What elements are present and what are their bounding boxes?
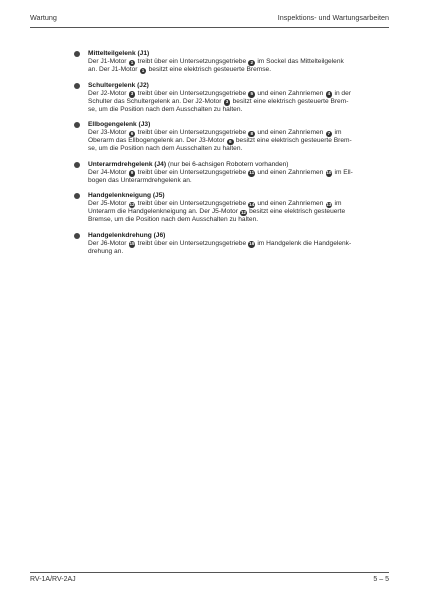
callout-number-icon: 1 <box>141 67 145 73</box>
text-fragment: und einen Zahnriemen <box>255 129 326 136</box>
callout-number-icon: 10 <box>326 170 332 175</box>
bullet-icon <box>74 51 80 57</box>
callout-number-icon: 12 <box>129 201 135 207</box>
section <box>88 82 388 114</box>
section-text-line <box>88 58 388 66</box>
callout-number-icon: 3 <box>225 99 229 104</box>
section-title-text: Unterarmdrehgelenk (J4) <box>88 160 167 168</box>
section <box>88 121 388 153</box>
text-fragment: se, um die Position nach dem Ausschalten zu halten. <box>88 145 243 152</box>
section-title-text: Handgelenkneigung (J5) <box>88 192 165 199</box>
callout-number-icon: 16 <box>249 241 255 246</box>
page-footer <box>30 576 389 588</box>
text-fragment: im Sockel das Mittelteilgelenk <box>255 58 344 65</box>
section-title-text: Mittelteilgelenk (J1) <box>88 50 150 57</box>
header-chapter: Wartung <box>30 13 57 22</box>
text-fragment: Der J5-Motor <box>88 200 129 207</box>
section-text-line <box>88 216 388 224</box>
footer-rule <box>30 572 389 573</box>
text-fragment: treibt über ein Untersetzungsgetriebe <box>135 239 248 247</box>
text-fragment: treibt über ein Untersetzungsgetriebe <box>135 200 248 207</box>
text-fragment: se, um die Position nach dem Ausschalten zu halten. <box>88 105 243 113</box>
section-title-note: (nur bei 6-achsigen Robotern vorhanden) <box>166 160 289 168</box>
section-title <box>88 121 388 129</box>
section-text-line <box>88 90 388 98</box>
text-fragment: und einen Zahnriemen <box>255 89 326 97</box>
section-title <box>88 50 388 58</box>
section-title <box>88 82 388 90</box>
callout-number-icon: 15 <box>129 241 135 246</box>
callout-number-icon: 1 <box>130 59 134 65</box>
text-fragment: treibt über ein Untersetzungsgetriebe <box>135 129 248 136</box>
text-fragment: im <box>332 129 342 136</box>
text-fragment: Schulter das Schultergelenk an. Der J2-Motor <box>88 97 224 105</box>
section-text-line <box>88 137 388 145</box>
callout-number-icon: 13 <box>326 201 332 207</box>
section-text-line <box>88 248 388 256</box>
text-fragment: in der <box>332 89 351 97</box>
callout-number-icon: 8 <box>250 130 254 136</box>
text-fragment: besitzt eine elektrisch gesteuerte Brem- <box>230 97 349 105</box>
footer-page-number: 5 – 5 <box>373 576 389 583</box>
section-text-line <box>88 208 388 216</box>
text-fragment: besitzt eine elektrisch gesteuerte Brem- <box>234 137 352 144</box>
bullet-icon <box>74 162 80 168</box>
callout-number-icon: 5 <box>250 91 254 96</box>
callout-number-icon: 6 <box>229 138 232 144</box>
bullet-icon <box>74 193 80 199</box>
text-fragment: Der J2-Motor <box>88 89 129 97</box>
text-fragment: bogen das Unterarmdrehgelenk an. <box>88 176 192 184</box>
section-text-line <box>88 177 388 185</box>
footer-model: RV-1A/RV-2AJ <box>30 576 76 583</box>
section-text-line <box>88 240 388 248</box>
text-fragment: Bremse, um die Position nach dem Ausschalten zu halten. <box>88 216 259 223</box>
section-text-line <box>88 98 388 106</box>
section-text-line <box>88 200 388 208</box>
text-fragment: Der J4-Motor <box>88 168 129 176</box>
callout-number-icon: 11 <box>249 170 255 175</box>
text-fragment: Oberarm das Ellbogengelenk an. Der J3-Motor <box>88 137 227 144</box>
section-title <box>88 232 388 240</box>
text-fragment: im <box>332 200 342 207</box>
section-text-line <box>88 129 388 137</box>
text-fragment: besitzt eine elektrisch gesteuerte <box>247 208 346 215</box>
section-title-text: Ellbogengelenk (J3) <box>88 121 151 128</box>
page-header <box>30 13 389 27</box>
bullet-icon <box>74 233 80 239</box>
section <box>88 232 388 256</box>
section-title-text: Schultergelenk (J2) <box>88 81 149 89</box>
text-fragment: Der J1-Motor <box>88 58 129 65</box>
callout-number-icon: 3 <box>130 91 134 96</box>
callout-number-icon: 9 <box>130 170 134 175</box>
section-title-text: Handgelenkdrehung (J6) <box>88 231 166 239</box>
bullet-icon <box>74 122 80 128</box>
text-fragment: treibt über ein Untersetzungsgetriebe <box>135 168 248 176</box>
text-fragment: und einen Zahnriemen <box>255 168 326 176</box>
section <box>88 161 388 185</box>
joint-descriptions <box>88 50 388 263</box>
text-fragment: Der J3-Motor <box>88 129 129 136</box>
header-section-title: Inspektions- und Wartungsarbeiten <box>277 13 389 22</box>
section-title <box>88 192 388 200</box>
callout-number-icon: 7 <box>327 130 331 136</box>
callout-number-icon: 14 <box>249 201 255 207</box>
text-fragment: und einen Zahnriemen <box>255 200 326 207</box>
section-text-line <box>88 106 388 114</box>
text-fragment: Der J6-Motor <box>88 239 129 247</box>
text-fragment: im Handgelenk die Handgelenk- <box>255 239 352 247</box>
header-rule <box>30 27 389 28</box>
callout-number-icon: 2 <box>250 59 254 65</box>
text-fragment: an. Der J1-Motor <box>88 66 140 73</box>
section <box>88 50 388 74</box>
text-fragment: treibt über ein Untersetzungsgetriebe <box>135 89 248 97</box>
text-fragment: drehung an. <box>88 247 124 255</box>
callout-number-icon: 4 <box>327 91 331 96</box>
section-title <box>88 161 388 169</box>
text-fragment: Unterarm die Handgelenkneigung an. Der J5-Motor <box>88 208 240 215</box>
text-fragment: besitzt eine elektrisch gesteuerte Bremse. <box>146 66 272 73</box>
callout-number-icon: 12 <box>240 209 247 215</box>
section-text-line <box>88 169 388 177</box>
callout-number-icon: 6 <box>130 130 134 136</box>
section-text-line <box>88 145 388 153</box>
section-text-line <box>88 66 388 74</box>
section <box>88 192 388 224</box>
text-fragment: im Ell- <box>332 168 353 176</box>
text-fragment: treibt über ein Untersetzungsgetriebe <box>135 58 248 65</box>
bullet-icon <box>74 83 80 89</box>
